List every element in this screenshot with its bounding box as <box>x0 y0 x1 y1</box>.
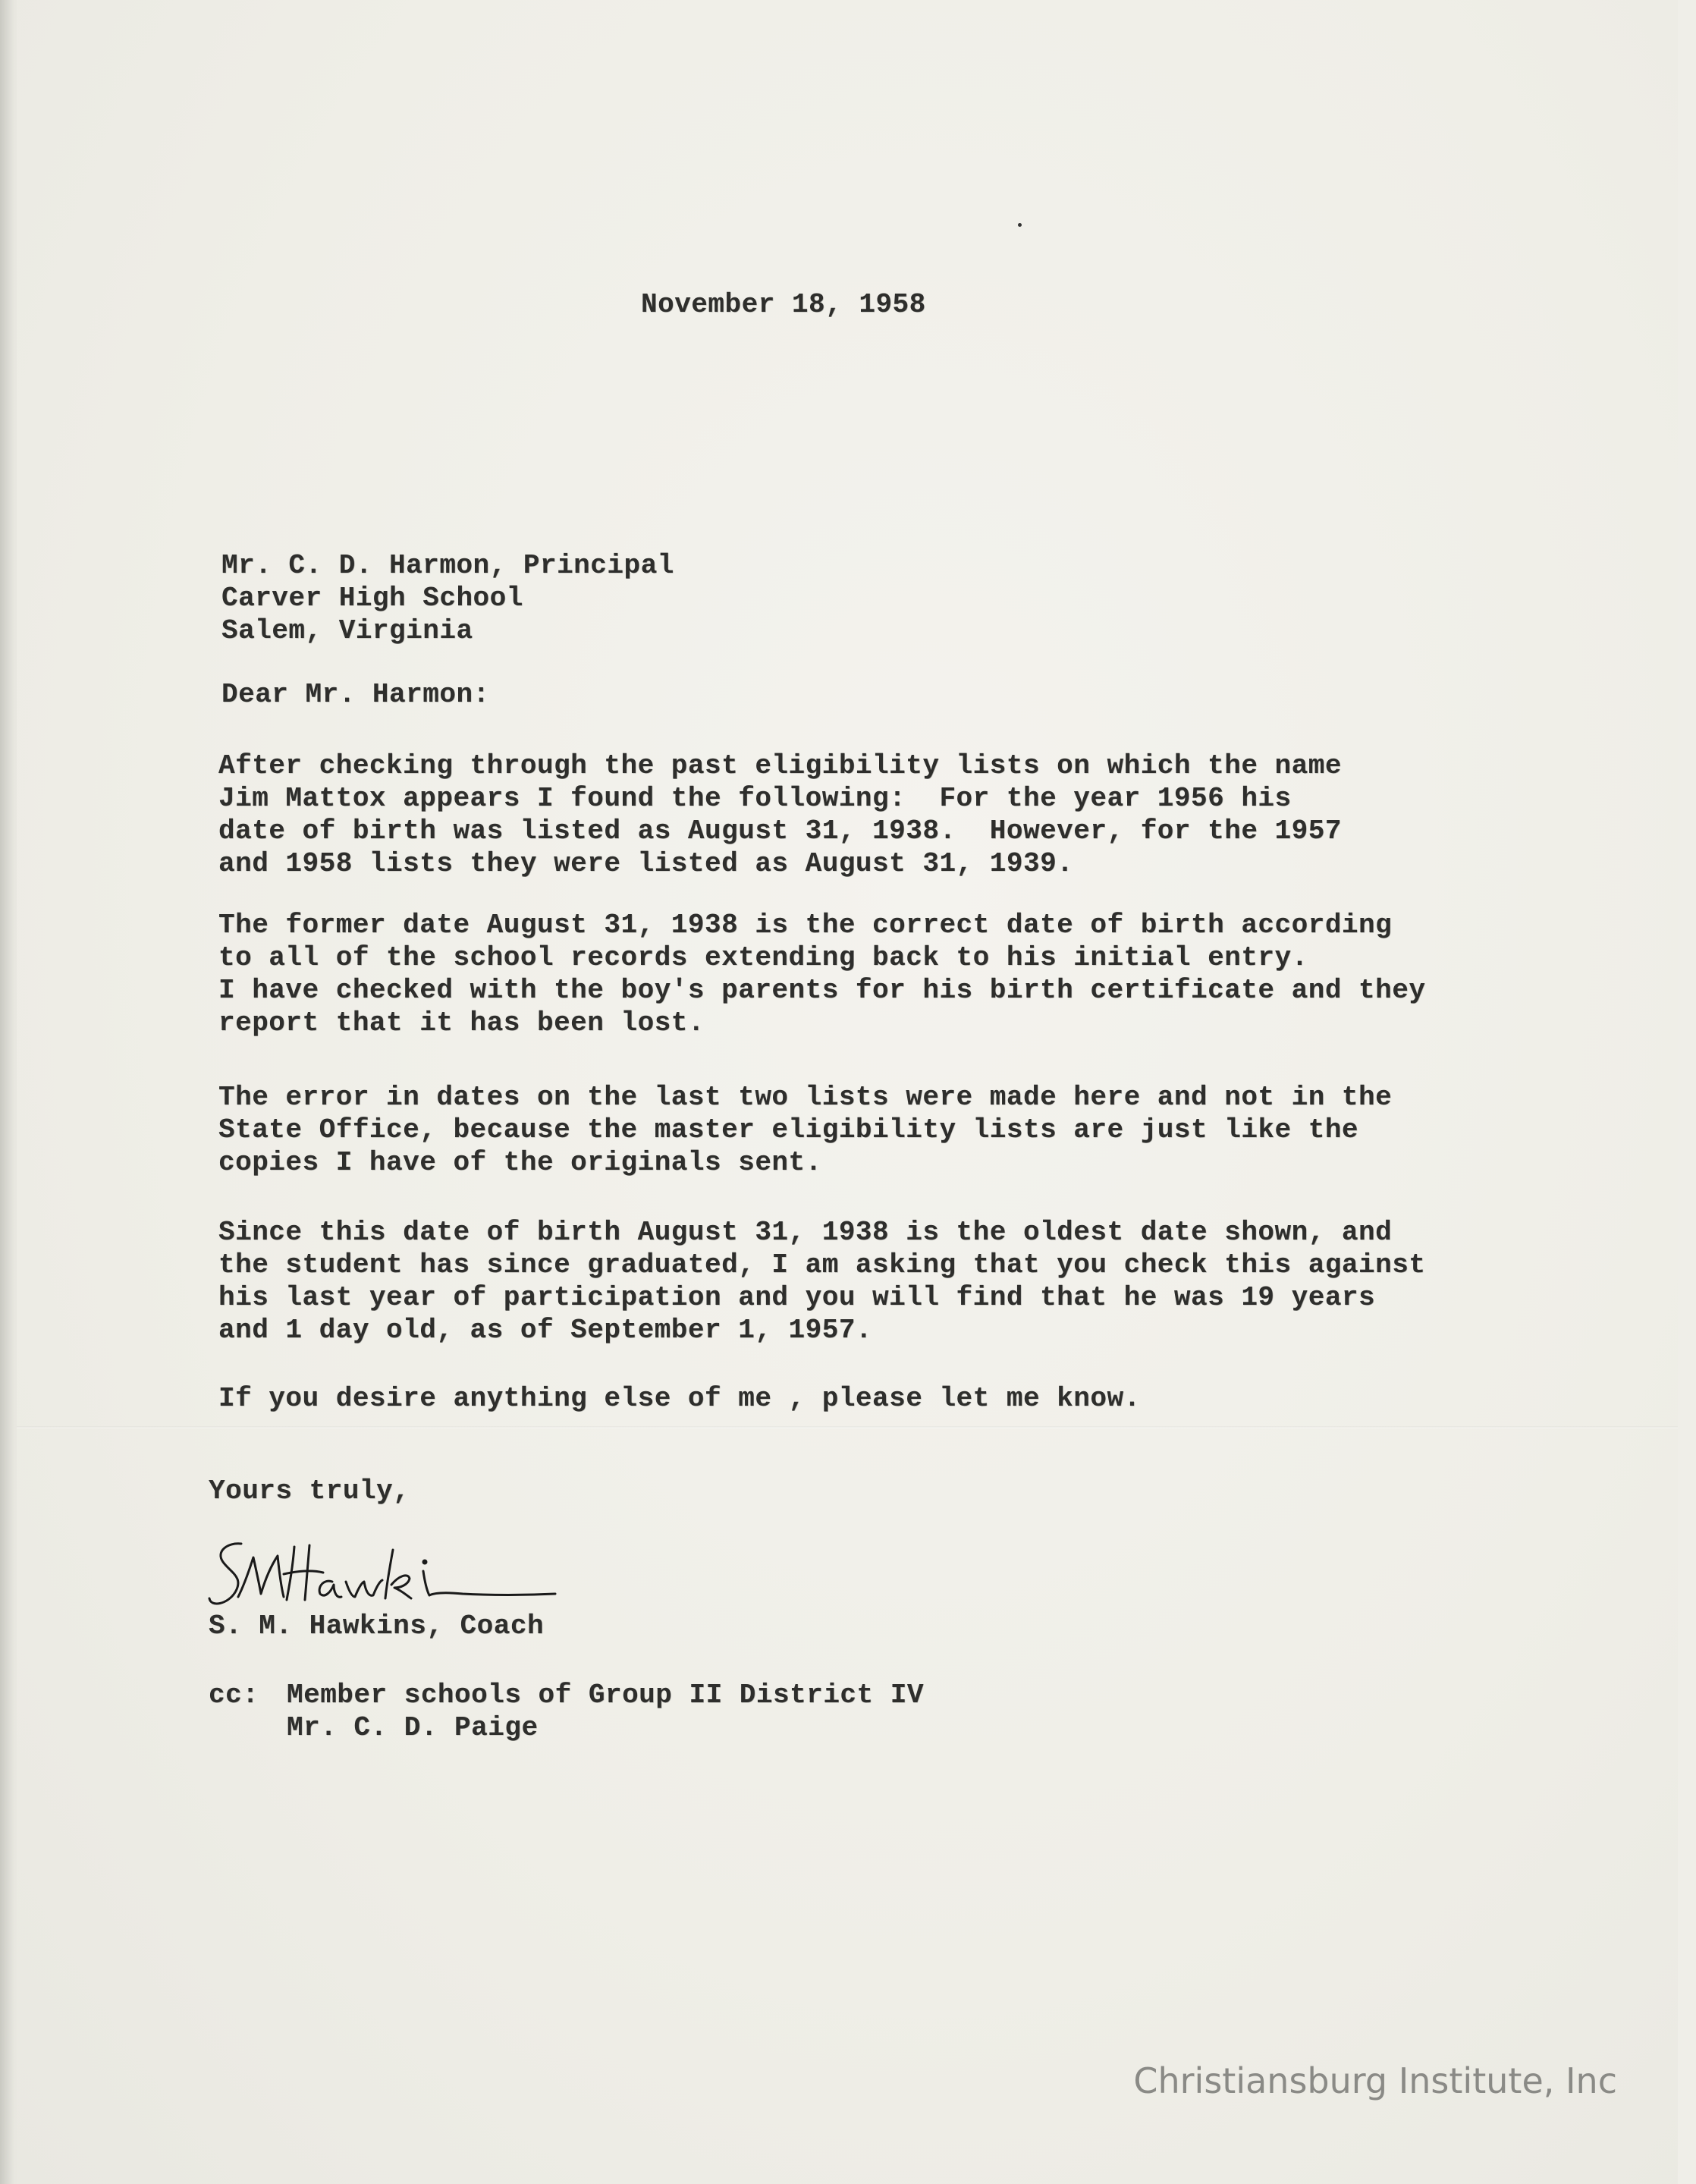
body-paragraph: Since this date of birth August 31, 1938 is the oldest date shown, and the student has since graduated, I am asking that you check this against his last year of participation and you will find that he was 19 years and 1 day old, as of September 1, 1957. <box>218 1217 1426 1346</box>
cc-label: cc: <box>209 1680 259 1711</box>
handwritten-signature <box>205 1529 561 1620</box>
cc-recipient: Mr. C. D. Paige <box>287 1712 539 1743</box>
address-line: Mr. C. D. Harmon, Principal <box>221 550 674 581</box>
address-line: Carver High School <box>221 583 523 614</box>
paper-fold <box>17 1426 1678 1428</box>
body-paragraph: The error in dates on the last two lists were made here and not in the State Office, because the master eligibility lists are just like the copies I have of the originals sent. <box>218 1082 1393 1178</box>
body-paragraph: The former date August 31, 1938 is the correct date of birth according to all of the school records extending back to his initial entry. I have checked with the boy's parents for his birth certificate and they report that it has been lost. <box>218 910 1426 1039</box>
cc-recipient: Member schools of Group II District IV <box>287 1680 924 1711</box>
cc-recipients <box>287 1679 924 1744</box>
closing: Yours truly, <box>209 1475 410 1507</box>
recipient-address <box>221 549 674 647</box>
body-paragraph: If you desire anything else of me , please let me know. <box>218 1383 1141 1414</box>
letter-date: November 18, 1958 <box>641 289 926 320</box>
ink-speck <box>1018 223 1022 227</box>
address-line: Salem, Virginia <box>221 615 473 646</box>
archive-watermark: Christiansburg Institute, Inc <box>1133 2060 1617 2101</box>
body-paragraph: After checking through the past eligibility lists on which the name Jim Mattox appears I found the following: For the year 1956 his date of birth was listed as August 31, 1938. However, for the 1957 and 1958 lists they were listed as August 31, 1939. <box>218 750 1342 879</box>
salutation: Dear Mr. Harmon: <box>221 679 490 710</box>
signer-name: S. M. Hawkins, Coach <box>209 1611 545 1642</box>
